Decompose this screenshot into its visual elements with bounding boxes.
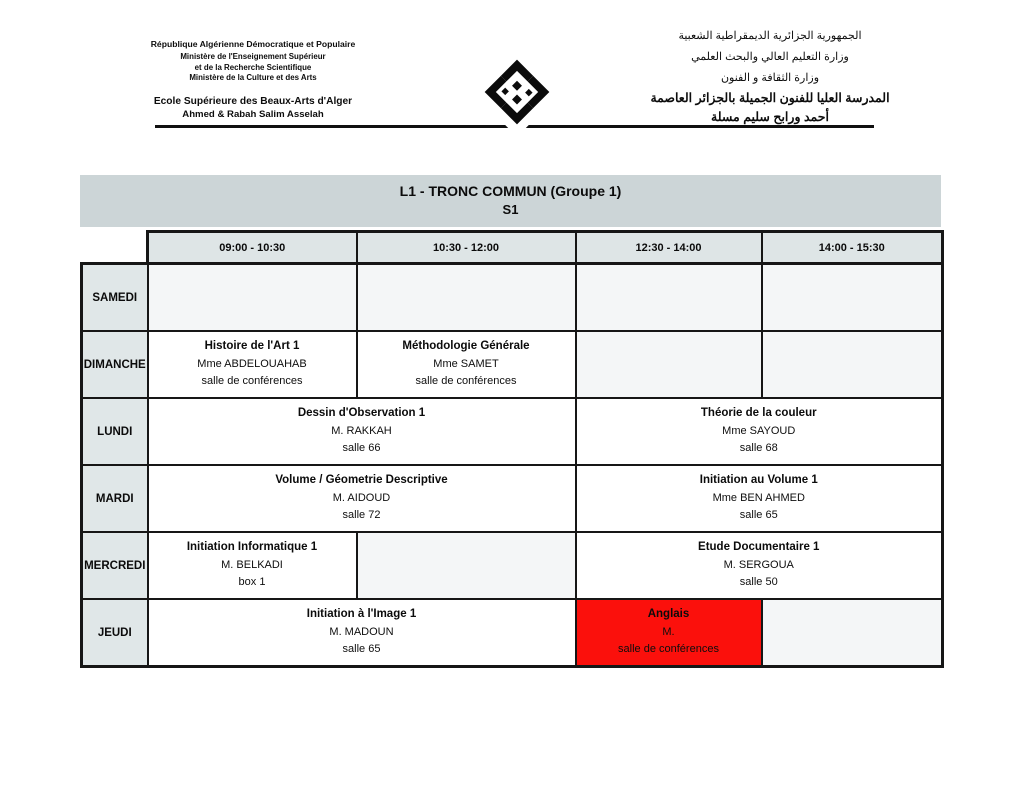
course-cell-initiation-image	[148, 599, 576, 667]
course-room: salle 50	[739, 576, 778, 589]
course-title: Initiation à l'Image 1	[306, 608, 417, 621]
course-cell-anglais-highlighted	[576, 599, 762, 667]
timetable-semester: S1	[502, 202, 519, 217]
course-teacher: M. RAKKAH	[331, 424, 392, 437]
course-cell-initiation-volume	[576, 465, 943, 532]
ministry-line-3: Ministère de la Culture et des Arts	[189, 73, 317, 82]
ministry-line-2: et de la Recherche Scientifique	[194, 62, 312, 72]
course-room: salle 72	[342, 509, 381, 522]
course-title: Dessin d'Observation 1	[297, 407, 426, 420]
ministry-line-1: Ministère de l'Enseignement Supérieur	[180, 52, 326, 61]
letterhead-french	[138, 38, 368, 121]
course-title: Histoire de l'Art 1	[204, 340, 300, 353]
ministry-line-ar-1: وزارة التعليم العالي والبحث العلمي	[691, 51, 849, 63]
time-slot-header-4: 14:00 - 15:30	[762, 232, 943, 264]
course-cell-histoire-art	[148, 331, 357, 398]
course-room: salle de conférences	[415, 375, 517, 388]
course-cell-methodologie	[357, 331, 576, 398]
school-subname-fr: Ahmed & Rabah Salim Asselah	[182, 108, 324, 120]
time-header-row	[146, 230, 944, 263]
row-samedi	[82, 264, 943, 332]
course-room: salle 68	[739, 442, 778, 455]
day-label-jeudi: JEUDI	[82, 599, 148, 667]
time-slot-header-2: 10:30 - 12:00	[357, 232, 576, 264]
course-title: Initiation Informatique 1	[186, 541, 318, 554]
course-teacher: Mme SAYOUD	[722, 424, 796, 437]
time-slot-header-3: 12:30 - 14:00	[576, 232, 762, 264]
course-room: box 1	[238, 576, 266, 589]
row-mercredi	[82, 532, 943, 599]
empty-cell	[762, 331, 943, 398]
letterhead-arabic	[630, 26, 910, 127]
row-dimanche	[82, 331, 943, 398]
course-teacher: M. SERGOUA	[723, 558, 794, 571]
course-teacher: Mme SAMET	[433, 357, 499, 370]
empty-cell	[357, 532, 576, 599]
timetable-title-bar	[80, 175, 941, 227]
course-cell-theorie-couleur	[576, 398, 943, 465]
empty-cell	[762, 264, 943, 332]
course-title: Initiation au Volume 1	[699, 474, 818, 487]
course-room: salle 65	[739, 509, 778, 522]
day-label-lundi: LUNDI	[82, 398, 148, 465]
course-cell-etude-documentaire	[576, 532, 943, 599]
course-room: salle de conférences	[201, 375, 303, 388]
school-name-fr: Ecole Supérieure des Beaux-Arts d'Alger	[153, 95, 353, 107]
course-cell-dessin-observation	[148, 398, 576, 465]
republic-line: République Algérienne Démocratique et Populaire	[150, 39, 356, 49]
day-label-mardi: MARDI	[82, 465, 148, 532]
empty-cell	[762, 599, 943, 667]
course-cell-initiation-informatique	[148, 532, 357, 599]
course-teacher: Mme BEN AHMED	[712, 491, 805, 504]
course-cell-volume-geometrie	[148, 465, 576, 532]
day-label-dimanche: DIMANCHE	[82, 331, 148, 398]
empty-cell	[576, 331, 762, 398]
republic-line-ar: الجمهورية الجزائرية الديمقراطية الشعبية	[678, 30, 862, 42]
day-label-mercredi: MERCREDI	[82, 532, 148, 599]
course-teacher: M. AIDOUD	[332, 491, 391, 504]
course-title: Théorie de la couleur	[700, 407, 817, 420]
course-title: Anglais	[647, 608, 690, 621]
school-subname-ar: أحمد ورابح سليم مسلة	[711, 110, 829, 124]
course-teacher: M.	[662, 625, 675, 638]
course-teacher: Mme ABDELOUAHAB	[197, 357, 307, 370]
kufic-emblem-icon	[473, 48, 561, 136]
course-room: salle 65	[342, 643, 381, 656]
school-name-ar: المدرسة العليا للفنون الجميلة بالجزائر العاصمة	[650, 91, 890, 105]
empty-cell	[148, 264, 357, 332]
course-room: salle 66	[342, 442, 381, 455]
row-lundi	[82, 398, 943, 465]
course-title: Méthodologie Générale	[402, 340, 530, 353]
day-label-samedi: SAMEDI	[82, 264, 148, 332]
course-room: salle de conférences	[618, 643, 719, 656]
course-teacher: M. MADOUN	[329, 625, 394, 638]
row-mardi	[82, 465, 943, 532]
course-title: Etude Documentaire 1	[698, 541, 820, 554]
row-jeudi	[82, 599, 943, 667]
ministry-line-ar-2: وزارة الثقافة و الفنون	[720, 72, 820, 84]
course-teacher: M. BELKADI	[221, 558, 283, 571]
empty-cell	[576, 264, 762, 332]
timetable-title: L1 - TRONC COMMUN (Groupe 1)	[399, 183, 622, 199]
course-title: Volume / Géometrie Descriptive	[275, 474, 448, 487]
time-slot-header-1: 09:00 - 10:30	[148, 232, 357, 264]
timetable-grid	[80, 262, 944, 668]
empty-cell	[357, 264, 576, 332]
